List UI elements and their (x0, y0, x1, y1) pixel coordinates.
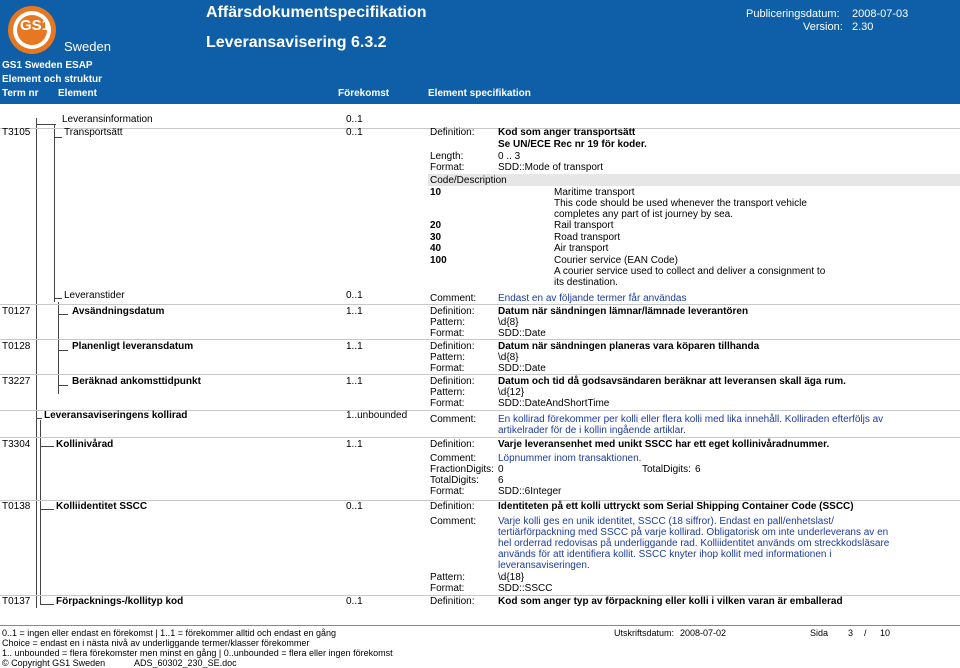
pattern-value: \d{8} (498, 317, 519, 328)
doc-filename: ADS_60302_230_SE.doc (134, 658, 237, 668)
pattern-value: \d{12} (498, 387, 525, 398)
pattern-label: Pattern: (430, 317, 466, 328)
row-divider (0, 128, 960, 129)
code-note: A courier service used to collect and deliver a consignment to (554, 266, 826, 277)
copyright: © Copyright GS1 Sweden (2, 658, 106, 668)
term-number: T0137 (2, 596, 31, 607)
code-value: 30 (430, 232, 442, 243)
element-name: Förpacknings-/kollityp kod (56, 596, 184, 607)
term-number: T3227 (2, 376, 31, 387)
row-divider (0, 437, 960, 438)
definition-text: Varje leveransenhet med unikt SSCC har ett eget kollinivåradnummer. (498, 439, 830, 450)
page-number: 3 (848, 628, 854, 638)
legend-line: 0..1 = ingen eller endast en förekomst | 1..1 = förekommer alltid och endast en gång (2, 628, 337, 638)
format-value: SDD::Date (498, 363, 546, 374)
occurrence: 0..1 (346, 501, 363, 512)
code-note: its destination. (554, 277, 618, 288)
element-name: Avsändningsdatum (72, 306, 165, 317)
fraction-digits-label: FractionDigits: (430, 464, 494, 475)
code-desc: Maritime transport (554, 187, 635, 198)
code-desc: Rail transport (554, 220, 614, 231)
comment-text: En kollirad förekommer per kolli eller flera kolli med lika innehåll. Kolliraden efterföljs av (498, 414, 884, 425)
definition-label: Definition: (430, 439, 475, 450)
version-label: Version: (803, 21, 843, 33)
total-digits-value: 6 (498, 475, 504, 486)
comment-text: Löpnummer inom transaktionen. (498, 453, 642, 464)
comment-text: Endast en av följande termer får användas (498, 293, 687, 304)
col-term: Term nr (2, 88, 39, 99)
definition-label: Definition: (430, 127, 475, 138)
term-number: T0128 (2, 341, 31, 352)
element-name: Planenligt leveransdatum (72, 341, 194, 352)
format-label: Format: (430, 583, 465, 594)
term-number: T0138 (2, 501, 31, 512)
tree-branch (58, 385, 68, 386)
occurrence: 0..1 (346, 596, 363, 607)
format-value: SDD::Mode of transport (498, 162, 604, 173)
definition-text: Identiteten på ett kolli uttryckt som Serial Shipping Container Code (SSCC) (498, 501, 854, 512)
comment-line: tertiärförpackning med SSCC på varje kollirad. Obligatorisk om inte underleverans av en (498, 527, 889, 538)
definition-label: Definition: (430, 501, 475, 512)
term-number: T0127 (2, 306, 31, 317)
code-desc: Air transport (554, 243, 609, 254)
element-name: Leveransinformation (62, 114, 153, 125)
row-divider (0, 374, 960, 375)
section-title: Element och struktur (2, 74, 103, 85)
code-table-header (428, 174, 960, 186)
definition-label: Definition: (430, 306, 475, 317)
tree-branch (36, 418, 42, 419)
col-element: Element (58, 88, 97, 99)
logo-subtext: Sweden (64, 39, 111, 54)
definition-text: Kod som anger typ av förpackning eller kolli i vilken varan är emballerad (498, 596, 843, 607)
tree-branch (40, 604, 54, 605)
definition-label: Definition: (430, 596, 475, 607)
term-number: T3304 (2, 439, 31, 450)
pub-label: Publiceringsdatum: (746, 8, 840, 20)
page-separator: / (864, 628, 867, 638)
page-label: Sida (810, 628, 829, 638)
code-value: 20 (430, 220, 442, 231)
element-name: Kollinivårad (56, 439, 114, 450)
pattern-label: Pattern: (430, 572, 466, 583)
code-note: completes any part of ist journey by sea. (554, 209, 733, 220)
format-label: Format: (430, 398, 465, 409)
fraction-digits-value: 0 (498, 464, 504, 475)
definition-text: Datum när sändningen lämnar/lämnade leverantören (498, 306, 749, 317)
format-value: SDD::Date (498, 328, 546, 339)
tree-line-row (40, 420, 41, 604)
tree-branch (54, 298, 62, 299)
code-value: 40 (430, 243, 442, 254)
col-spec: Element specifikation (428, 88, 531, 99)
tree-branch (40, 509, 54, 510)
length-label: Length: (430, 151, 464, 162)
occurrence: 0..1 (346, 290, 363, 301)
tree-line-times (58, 302, 59, 394)
tree-branch (58, 350, 68, 351)
occurrence: 1..1 (346, 341, 363, 352)
footer-divider (0, 625, 960, 626)
row-divider (0, 339, 960, 340)
code-desc: Road transport (554, 232, 621, 243)
comment-label: Comment: (430, 516, 477, 527)
format-value: SDD::SSCC (498, 583, 553, 594)
term-number: T3105 (2, 127, 31, 138)
version-value: 2.30 (852, 21, 874, 33)
print-date: 2008-07-02 (680, 628, 727, 638)
element-name: Kolliidentitet SSCC (56, 501, 148, 512)
occurrence: 0..1 (346, 127, 363, 138)
format-label: Format: (430, 328, 465, 339)
comment-line: Varje kolli ges en unik identitet, SSCC (18 siffror). Endast en pall/enhetslast/ (498, 516, 834, 527)
tree-branch (58, 314, 68, 315)
tree-line-info (54, 124, 55, 302)
occurrence: 0..1 (346, 114, 363, 125)
comment-text-2: artikelrader för de i kollin ingående artiklar. (498, 425, 686, 436)
occurrence: 1..1 (346, 439, 363, 450)
legend-line: Choice = endast en i nästa nivå av underliggande termer/klasser förekommer (2, 638, 310, 648)
definition-text: Kod som anger transportsätt (498, 127, 636, 138)
comment-line: används för att identifiera kollit. SSCC knyter ihop kollit med informationen i (498, 549, 832, 560)
pattern-value: \d{18} (498, 572, 525, 583)
element-name: Transportsätt (64, 127, 123, 138)
comment-line: hel orderrad redovisas på underliggande rad. Kolliidentitet används om streckkodsläsare (498, 538, 890, 549)
element-name: Leveransaviseringens kollirad (44, 410, 188, 421)
definition-label: Definition: (430, 341, 475, 352)
print-date-label: Utskriftsdatum: (614, 628, 675, 638)
definition-text: Datum och tid då godsavsändaren beräknar att leveransen skall äga rum. (498, 376, 846, 387)
total-digits-label: TotalDigits: (642, 464, 691, 475)
comment-line: leveransaviseringen. (498, 560, 590, 571)
tree-line-root (36, 118, 37, 608)
logo-text: GS1 (20, 17, 51, 34)
row-divider (0, 304, 960, 305)
format-value: SDD::6Integer (498, 486, 562, 497)
definition-text-2: Se UN/ECE Rec nr 19 för koder. (498, 139, 647, 150)
code-note: This code should be used whenever the transport vehicle (554, 198, 807, 209)
pattern-label: Pattern: (430, 387, 466, 398)
page-total: 10 (880, 628, 891, 638)
code-table-title: Code/Description (430, 175, 507, 186)
definition-label: Definition: (430, 376, 475, 387)
org-name: GS1 Sweden ESAP (2, 60, 93, 71)
code-value: 10 (430, 187, 442, 198)
comment-label: Comment: (430, 453, 477, 464)
pattern-label: Pattern: (430, 352, 466, 363)
code-value: 100 (430, 255, 447, 266)
occurrence: 1..1 (346, 306, 363, 317)
pub-date: 2008-07-03 (852, 8, 909, 20)
format-value: SDD::DateAndShortTime (498, 398, 610, 409)
format-label: Format: (430, 363, 465, 374)
legend-line: 1.. unbounded = flera förekomster men minst en gång | 0..unbounded = flera eller ingen förekomst (2, 648, 393, 658)
format-label: Format: (430, 486, 465, 497)
total-digits-value: 6 (695, 464, 701, 475)
tree-branch (40, 446, 54, 447)
tree-branch (36, 124, 56, 125)
comment-label: Comment: (430, 414, 477, 425)
occurrence: 1..1 (346, 376, 363, 387)
element-name: Beräknad ankomsttidpunkt (72, 376, 201, 387)
occurrence: 1..unbounded (346, 410, 408, 421)
definition-text: Datum när sändningen planeras vara köparen tillhanda (498, 341, 760, 352)
element-name: Leveranstider (64, 290, 125, 301)
pattern-value: \d{8} (498, 352, 519, 363)
col-occurrence: Förekomst (338, 88, 390, 99)
tree-branch (54, 137, 62, 138)
total-digits-label: TotalDigits: (430, 475, 479, 486)
doc-title: Affärsdokumentspecifikation (206, 4, 427, 21)
code-desc: Courier service (EAN Code) (554, 255, 678, 266)
comment-label: Comment: (430, 293, 477, 304)
doc-subtitle: Leveransavisering 6.3.2 (206, 34, 387, 51)
length-value: 0 .. 3 (498, 151, 521, 162)
format-label: Format: (430, 162, 465, 173)
